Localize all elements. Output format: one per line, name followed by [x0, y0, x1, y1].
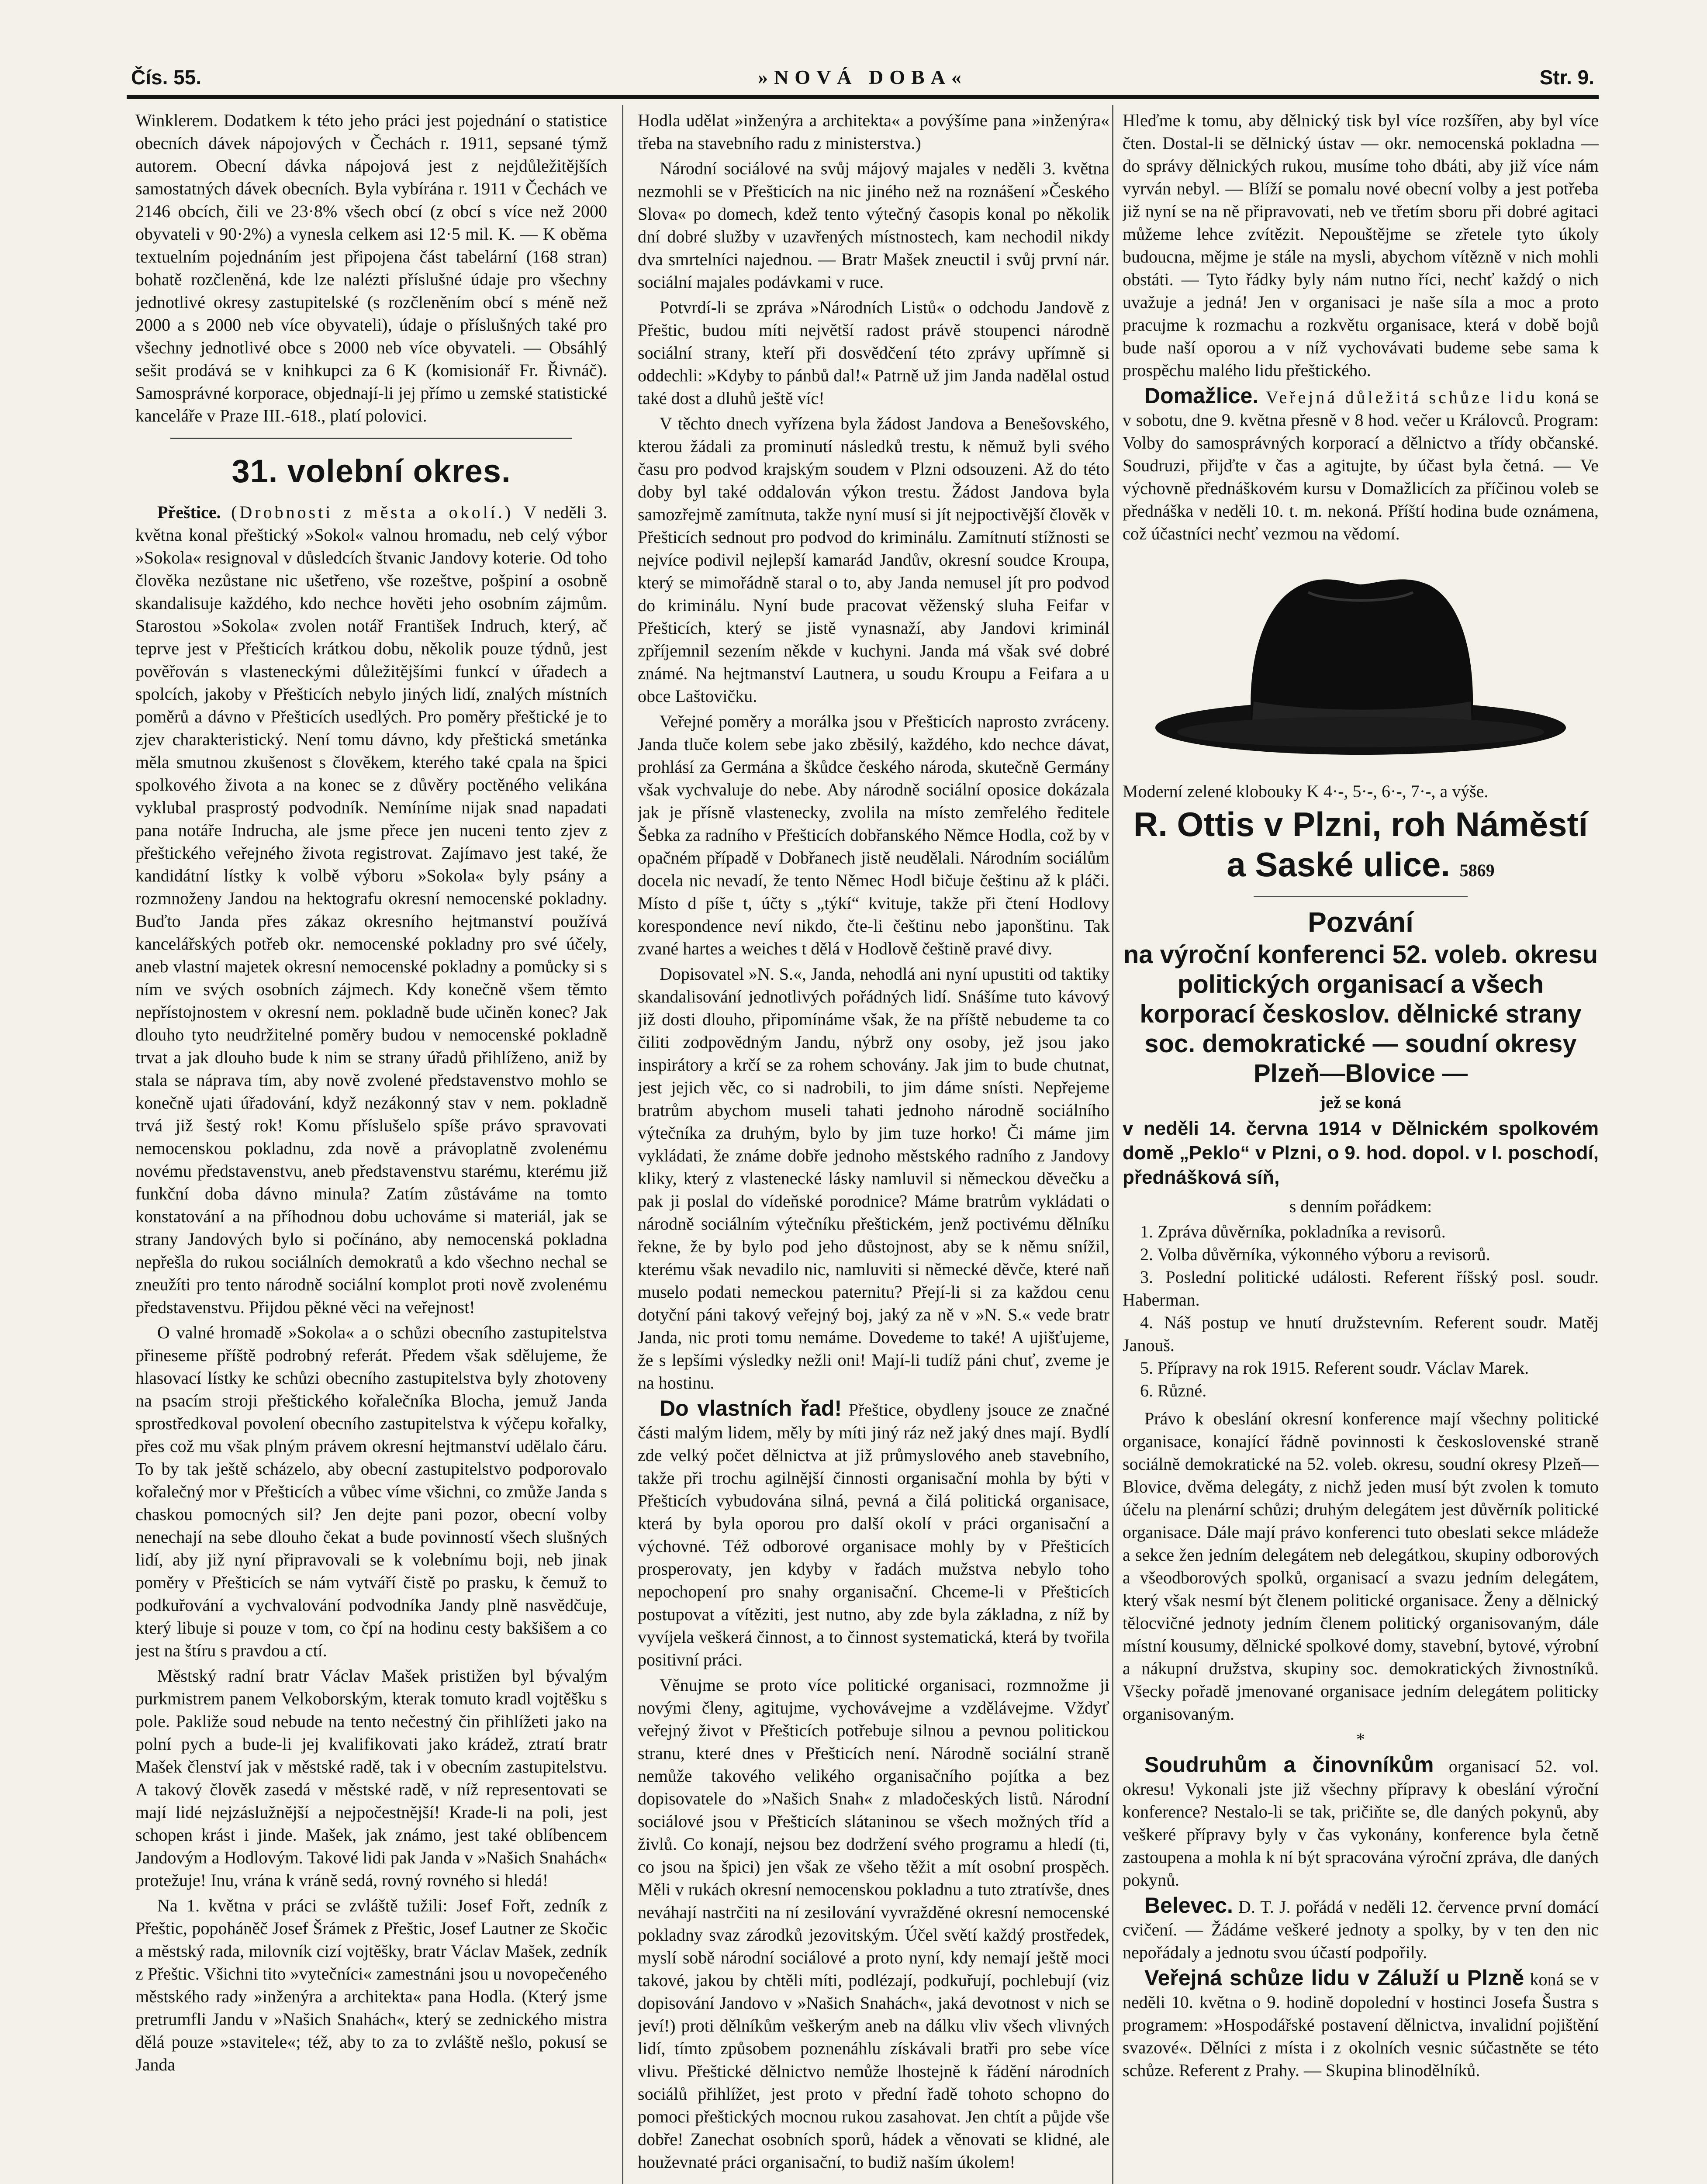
article-zaluzi-body: koná se v neděli 10. května o 9. hodině dopolední v hostinci Josefa Šustra s programem: »Hospodářské postavení dělnictva, invalidní pojištění svazové«. Dělníci z místa i z okolních vesnic súčastněte se této schůze. Referent z Prahy. — Skupina blinodělníků.: [1123, 1970, 1599, 2080]
article-paragraph: O valné hromadě »Sokola« a o schůzi obecního zastupitelstva přineseme příště podrobný referát. Předem však sdělujeme, že hlasovací lístky ke schůzi obecního zastupitelstva byly zhotoveny na psacím stroji přeštického kořalečníka Blocha, jemuž Janda sprostředkoval povolení obecního zastupitelstva k výčepu kořalky, přes což mu však plným právem okresní hejtmanství udělalo čáru. To by tak ještě scházelo, aby obecní zastupitelstvo podporovalo kořalečný mor v Přešticích a vůbec víme všichni, co zmůže Janda s chaskou pomocných sil? Jen dejte pani pozor, obecní volby nenechají na sebe dlouho čekat a bude povinností všech slušných lidí, aby již nyní připravovali se k volebnímu boji, neb jinak poměry v Přešticích se nám vytváří čistě po prasku, k čemuž to podkuřování a vychvalování podvodníka Jandy plně nasvědčuje, který libuje si pouze v tom, co čpí na hodinu cesty bakšišem a co jest na štíru s pravdou a ctí.: [135, 1323, 607, 1660]
article-paragraph: Na 1. května v práci se zvláště tužili: Josef Fořt, zedník z Přeštic, popoháněč Josef Šrámek z Přeštic, Josef Lautner ze Skočic a městský rada, milovník cizí vojtěšky, bratr Václav Mašek, zedník z Přeštic. Všichni tito »vytečníci« zamestnáni jsou u novopečeného městského rady »inženýra a architekta« pana Hodla. (Který jsme pretrumfli Jandu v »Našich Snahách«, který se zednického mistra dělá pouze »stavitele«; též, aby to za to zvláště nešlo, pokusí se Janda: [135, 1896, 607, 2074]
column-2: [638, 109, 1109, 2184]
paper-title: »NOVÁ DOBA«: [758, 66, 968, 88]
article-comrades-body: organisací 52. vol. okresu! Vykonali jste již všechny přípravy k obeslání výroční konference? Nestalo-li se tak, pričiňte se, dle daných pokynů, aby veškeré přípravy byly v čas vykonány, konference byla četně zastoupena a mohla k ní být spracována výroční zpráva, dle daných pokynů.: [1123, 1756, 1599, 1890]
article-paragraph: Veřejné poměry a morálka jsou v Přešticích naprosto zvráceny. Janda tluče kolem sebe jako zběsilý, každého, kdo nechce dávat, prohlásí za Germána a škůdce českého národa, skutečně Germány však vychvaluje do nebe. Aby národně sociální oposice dokázala jak je přísně vlastenecky, zvolila na místo zemřelého ředitele Šebka za radního v Přešticích dobřanského Němce Hodla, což by v opačném případě v Dobřanech jistě neudělali. Národním sociálům docela nic nevadí, že tento Němec Hodl bičuje češtinu až k pláči. Místo d píše t, účty s „týkí“ kvituje, takže při čtení Hodlovy korespondence neví nikdo, čte-li češtinu nebo japonštinu. Tak zvané hartes a weiches t dělá v Hodlově češtině pravé divy.: [638, 712, 1109, 958]
article-comrades: [1123, 1753, 1599, 1891]
agenda-item: 4. Náš postup ve hnutí družstevním. Referent soudr. Matěj Janouš.: [1123, 1313, 1599, 1355]
agenda-item: 1. Zpráva důvěrníka, pokladníka a revisorů.: [1140, 1222, 1446, 1241]
article-zaluzi: [1123, 1966, 1599, 2082]
article-prestice-lead: (Drobnosti z města a okolí.): [221, 502, 524, 522]
article-prestice-body: V neděli 3. května konal přeštický »Sokol« valnou hromadu, neb celý výbor »Sokola« resignoval v důsledcích štvanic Jandovy koterie. Od toho člověka nezůstane nic ušetřeno, vše rozeštve, pošpiní a osobně skandalisuje každého, kdo nechce hověti jeho osobním zájmům. Starostou »Sokola« zvolen notář František Indruch, který, ač teprve jest v Přešticích krátkou dobu, několik pouze týdnů, jest pověřován s vlasteneckými důležitějšími funkcí v úřadech a spolcích, jakoby v Přešticích nebylo jiných lidí, znalých místních poměrů a dávno v Přešticích usedlých. Pro poměry přeštické je to zjev charakteristický. Není tomu dávno, kdy přeštická smetánka měla smutnou zkušenost s člověkem, kterého také cpala na špici spolkového života a na konec se z důvěry poctěného velikána vyklubal prasprostý podvodník. Nemíníme nijak snad napadati pana notáře Indrucha, ale jsme přece jen nuceni tento zjev z přeštického veřejného života registrovat. Zajímavo jest také, že kandidátní lístky k volbě výboru »Sokola« byly psány a rozmnoženy Jandou na hektografu okresní nemocenské pokladny. Buďto Janda přes zákaz okresního hejtmanství používá kancelářských potřeb okr. nemocenské pokladny pro své účely, aneb vlastní majetek okresní nemocenské pokladny a pomůcky si s ním ve svých osobních zájmech. Kdy konečně všem těmto nepřístojnostem v okresní nem. pokladně bude učiněn konec? Jak dlouho tyto neudržitelné poměry budou v nemocenské pokladně trvat a jak dlouho bude k nim se strany úřadů přihlíženo, aniž by stala se náprava tím, aby nově zvolené představenstvo mohlo se konečně ujati úřadování, když nezákonný stav v nem. pokladně trvá již šestý rok! Komu příslušelo spíše právo spravovati nemocenskou pokladnu, zda nově a právoplatně zvolenému novému představenstvu, aneb představenstvu starému, kterému již funkční doba dávno minula? Zatím zůstáváme na tomto konstatování a na příhodnou dobu uchováme si materiál, jak se strany Jandových bylo si počínáno, aby nemocenská pokladna nepřešla do rukou sociálních demokratů a kdo všechno nechal se zneužíti pro tento národně sociální komplot proti nově zvolenému představenstvu. Přijdou pěkné věci na veřejnost!: [135, 502, 607, 1317]
hat-ad-number: 5869: [1459, 860, 1495, 880]
article-domazlice-heading: Domažlice.: [1144, 384, 1259, 408]
article-belevec: [1123, 1894, 1599, 1964]
hat-ad-shop-line1: R. Ottis v Plzni, roh Náměstí: [1133, 805, 1588, 843]
article-domazlice-lead: Veřejná důležitá schůze lidu: [1258, 387, 1545, 407]
page-number: Str. 9.: [1539, 66, 1594, 89]
article-paragraph: Národní sociálové na svůj májový majales v neděli 3. května nezmohli se v Přešticích na nic jiného než na roznášení »Českého Slova« po domech, kdež tento výtečný časopis konal po několik dní dobré služby v uzavřených místnostech, kam nechodil nikdy dva smrtelníci najednou. — Bratr Mašek zneuctil i svůj první nár. sociální majales podávkami v ruce.: [638, 159, 1109, 292]
invitation-title: Pozvání: [1308, 906, 1413, 938]
article-prestice-intro: [135, 501, 607, 1319]
column-3: [1123, 109, 1599, 2184]
agenda-item: 2. Volba důvěrníka, výkonného výboru a revisorů.: [1140, 1244, 1490, 1264]
agenda-item: 6. Různé.: [1140, 1381, 1207, 1400]
agenda-intro: s denním pořádkem:: [1289, 1196, 1432, 1216]
hat-illustration: [1123, 553, 1599, 780]
divider: [170, 438, 572, 439]
article-statistics-text: Winklerem. Dodatkem k této jeho práci jest pojednání o statistice obecních dávek nápojových v Čechách r. 1911, sepsané týmž autorem. Obecní dávka nápojová jest z nejdůležitějších samostatných dávek obecních. Byla vybírána r. 1911 v Čechách ve 2146 obcích, čili ve 23·8% všech obcí (z obcí s více než 2000 obyvateli v 90·2%) a vynesla celkem asi 12·5 mil. K. — K oběma textuelním pojednáním jest připojena část tabelární (168 stran) bohatě rozčleněná, kde lze nalézti příslušné údaje pro všechny jednotlivé okresy zastupitelské (s rozčleněním obcí s méně než 2000 a s 2000 neb více obyvateli), údaje o příslušných také pro všechny jednotlivé obce s 2000 neb více obyvateli. — Obsáhlý sešit prodává se v knihkupci za 6 K (komisionář Fr. Řivnáč). Samosprávné korporace, objednají-li jej přímo u zemské statistické kanceláře v Praze III.-618., platí polovici.: [135, 111, 607, 425]
article-paragraph: Právo k obeslání okresní konference mají všechny politické organisace, konající řádně povinnosti k československé straně sociálně demokratické na 52. voleb. okresu, soudní okresy Plzeň—Blovice, dvěma delegáty, z nichž jeden musí být zvolen k tomuto účelu na plenární schůzi; druhým delegátem jest důvěrník politické organisace. Dále mají právo konferenci tuto obeslati sekce mládeže a sekce žen jedním delegátem neb delegátkou, skupiny odborových a všeodborových spolků, organisací a svazu jedním delegátem, který však nesmí být členem politické organisace. Ženy a dělnický tělocvičné jednoty jedním členem politický organisovaným, dále místní kousumy, dělnické spolkové domy, stavební, bytové, výrobní a nákupní družstva, skupiny soc. demokratických živnostníků. Všecky pořadě jmenované organisace jedním delegátem politicky organisovaným.: [1123, 1409, 1599, 1724]
invitation-held: jež se koná: [1320, 1092, 1402, 1112]
article-domazlice: [1123, 384, 1599, 545]
hat-ad-shop-line2: [1123, 846, 1599, 889]
article-comrades-heading: Soudruhům a činovníkům: [1144, 1752, 1434, 1777]
article-zaluzi-heading: Veřejná schůze lidu v Záluží u Plzně: [1144, 1966, 1524, 1990]
invitation-date: v neděli 14. června 1914 v Dělnickém spolkovém domě „Peklo“ v Plzni, o 9. hod. dopol. v I. poschodí, přednášková síň,: [1123, 1118, 1599, 1188]
column-divider: [622, 105, 623, 2184]
agenda-list: [1123, 1220, 1599, 1402]
article-paragraph: Hleďme k tomu, aby dělnický tisk byl více rozšířen, aby byl více čten. Dostal-li se dělnický ústav — okr. nemocenská pokladna — do správy dělnických rukou, musíme toho dbáti, aby již více nám vyrván nebyl. — Blíží se pomalu nové obecní volby a jest potřeba již nyní se na ně připravovati, neb ve třetím sboru při dobré agitaci můžeme lehce zvítězit. Nepouštějme se zřetele tyto úkoly budoucna, mějme je stále na mysli, abychom vítězně v nich mohli obstáti. — Tyto řádky byly nám nutno říci, nechť každý o nich uvažuje a jedná! Jen v organisaci je naše síla a moc a proto pracujme k rozmachu a rozkvětu organisace, která v době bojů bude naší oporou a v níž vychovávati budeme sebe sama k prospěchu malého lidu přeštického.: [1123, 111, 1599, 380]
article-paragraph: Hodla udělat »inženýra a architekta« a povýšíme pana »inženýra« třeba na stavebního radu z ministerstva.): [638, 111, 1109, 153]
article-own-ranks-body: Přeštice, obydleny jsouce ze značné části malým lidem, měly by míti jiný ráz než jaký dnes mají. Bydlí zde velký počet dělnictva at již průmyslového aneb stavebního, takže při trochu agilnější činnosti organisační mohla by býti v Přešticích vybudována silná, pevná a čilá politická organisace, která by byla oporou pro další okolí v práci organisační a výchovné. Též odborové organisace mohly by v Přešticích prosperovaty, jen kdyby v řadách mužstva nebylo toho nepochopení pro snahy organisační. Chceme-li v Přešticích postupovat a vítěziti, jest nutno, aby zde byla základna, z níž by vyvíjela veškerá činnost, a to činnost systematická, která by tvořila positivní práci.: [638, 1400, 1109, 1669]
divider-star: *: [1356, 1729, 1365, 1749]
masthead: [131, 66, 1594, 96]
invitation-body: na výroční konferenci 52. voleb. okresu politických organisací a všech korporací českoslov. dělnické strany soc. demokratické — soudní okresy Plzeň—Blovice —: [1123, 940, 1598, 1088]
article-own-ranks-heading: Do vlastních řad!: [660, 1396, 842, 1420]
hat-ad-text: Moderní zelené klobouky K 4·-, 5·-, 6·-, 7·-, a výše.: [1123, 781, 1489, 801]
column-1: [135, 109, 607, 2184]
section-title: 31. volební okres.: [232, 453, 511, 489]
article-paragraph: Dopisovatel »N. S.«, Janda, nehodlá ani nyní upustiti od taktiky skandalisování jednotlivých pořádných lidí. Snášíme tuto kávový již dosti dlouho, připomínáme však, že na příště nebudeme ta co čiliti zodpovědným Jandu, nýbrž ony osoby, jež jsou jako inspirátory a krčí se za rohem schovány. Jak jim to bude chutnat, jest jejich věc, co si nadrobili, to jim dáme snísti. Nepřejeme bratrům abychom museli tahati jednoho národně sociálního výtečníka za druhým, bylo by jim tuze horko! Či máme jim vykládati, že známe dobře jednoho městského radního z Jandovy kliky, který z vlastenecké lásky namluvil si německou děvečku a pak ji poslal do vídeňské porodnice? Máme bratrům vykládati o národně sociálním výtečníku přeštickém, jenž poctivému dělníku řekne, že by bylo pod jeho důstojnost, aby se k němu snížil, kterému však nevadilo nic, namluviti si německé děvče, které naň muselo podati nemeckou paternitu? Přejí-li si za každou cenu dotyční páni takový veřejný boj, jaký za ně v »N. S.« vede bratr Janda, nic proti tomu nemáme. Dovedeme to také! A ujišťujeme, že s lepšími výsledky nežli oni! Mají-li tudíž páni chuť, zveme je na hostinu.: [638, 964, 1109, 1393]
divider: [1254, 896, 1468, 897]
article-own-ranks: [638, 1397, 1109, 1671]
issue-number: Čís. 55.: [131, 66, 202, 89]
article-paragraph: Městský radní bratr Václav Mašek pristižen byl bývalým purkmistrem panem Velkoborským, kterak tomuto kradl vojtěšku s pole. Pakliže soud nebude na tento nečestný čin přihlížeti jako na polní pych a bude-li jej kvalifikovati jako krádež, ztratí bratr Mašek členství jak v městské radě, tak i v obecním zastupitelstvu. A takový člověk zasedá v městské radě, v níž representovati se mají lidé nejzáslužnější a nejpočestnější! Krade-li na poli, jest schopen krást i jinde. Mašek, jak známo, jest také oblíbencem Jandovým a Hodlovým. Takové lidi pak Janda v »Našich Snahách« protežuje! Inu, vrána k vráně sedá, rovný rovného si hledá!: [135, 1666, 607, 1890]
article-domazlice-body: koná se v sobotu, dne 9. května přesně v 8 hod. večer u Královců. Program: Volby do samosprávných korporací a dělnictvo a třídy občanské. Soudruzi, přijďte v čas a agitujte, by účast byla četná. — Ve výchovně přednáškovém kursu v Domažlicích za příčinou voleb se přednáška v neděli 10. t. m. nekoná. Příští hodina bude oznámena, což účastníci nechť vezmou na vědomí.: [1123, 387, 1599, 543]
column-divider: [1112, 105, 1113, 2184]
article-belevec-body: D. T. J. pořádá v neděli 12. července první domácí cvičení. — Žádáme veškeré jednoty a spolky, by v ten den nic nepořádaly a jednotu svou účastí podpořily.: [1123, 1897, 1599, 1962]
article-belevec-heading: Belevec.: [1144, 1893, 1233, 1918]
masthead-rule: [127, 95, 1599, 99]
hat-ad-street: a Saské ulice.: [1227, 845, 1450, 884]
article-prestice-heading: Přeštice.: [157, 502, 221, 522]
agenda-item: 5. Přípravy na rok 1915. Referent soudr. Václav Marek.: [1140, 1358, 1529, 1378]
article-paragraph: Věnujme se proto více politické organisaci, rozmnožme ji novými členy, agitujme, vychovávejme a vzdělávejme. Vždyť veřejný život v Přešticích potřebuje silnou a pevnou politickou stranu, které dnes v Přešticích není. Národně sociální straně nemůže takového velikého organisačního pojítka a bez dopisovatele do »Našich Snah« z mladočeských listů. Národní sociálové jsou v Přešticích slátaninou se všech možných tříd a živlů. Co konají, nejsou bez dodržení svého programu a hledí (ti, co jsou na špici) jen však ze všeho těžit a mít osobní prospěch. Měli v rukách okresní nemocenskou pokladnu a tuto ztratívše, dnes neváhají nastrčiti na ní zesilování vyvražděné okresní nemocenské pokladny svaz zárodků jezovitským. Účel světí každý prostředek, myslí sobě národní sociálové a proto nyní, kdy nemají ještě moci takové, jakou by chtěli míti, podlézají, podkuřují, pochlebují (viz dopisování Jandovo v »Našich Snahách«, jaká devotnost v nich se jeví!) proti dělníkům veškerým aneb na dálku vliv všech vlivných lidí, tímto způsobem poznenáhlu získávali bratři pro sebe více vlivu. Přeštické dělnictvo nemůže lhostejně k řádění národních sociálů přihlížet, jest proto v přední řadě tohoto schopno do pomoci přeštických mocnou rukou zasahovat. Jen chtít a půjde vše dobře! Zanechat osobních sporů, hádek a věnovati se klidné, ale houževnaté práci organisační, to budiž naším úkolem!: [638, 1675, 1109, 2172]
article-paragraph: V těchto dnech vyřízena byla žádost Jandova a Benešovského, kterou žádali za prominutí následků trestu, k němuž byli svého času pro podvod krajským soudem v Plzni odsouzeni. Až do této doby byl také oddalován výkon trestu. Žádost Jandova byla samozřejmě zamítnuta, takže nyní musí si jít nejpoctivější člověk v Přešticích sednout pro podvod do kriminálu. Zamítnutí stížnosti se nejvíce podivil nejlepší kamarád Jandův, okresní soudce Kroupa, který se mimořádně staral o to, aby Janda nemusel jít pro podvod do kriminálu. Nyní bude pracovat věženský sluha Feifar v Přešticích, který se jistě vynasnaží, aby Jandovi kriminál zpříjemnil sezením někde v kuchyni. Janda má však své dobré známé. Na hejtmanství Lautnera, u soudu Kroupu a Feifara a u obce Laštovičku.: [638, 414, 1109, 706]
hat-icon: [1142, 553, 1579, 771]
article-paragraph: Potvrdí-li se zpráva »Národních Listů« o odchodu Jandově z Přeštic, budou míti největší radost právě stoupenci národně sociální strany, kteří při dosvědčení této zprávy upřímně si oddechli: »Kdyby to pánbů dal!« Patrně už jim Janda nadělal ostud také dost a dluhů ještě víc!: [638, 297, 1109, 408]
agenda-item: 3. Poslední politické události. Referent říšský posl. soudr. Haberman.: [1123, 1267, 1599, 1310]
